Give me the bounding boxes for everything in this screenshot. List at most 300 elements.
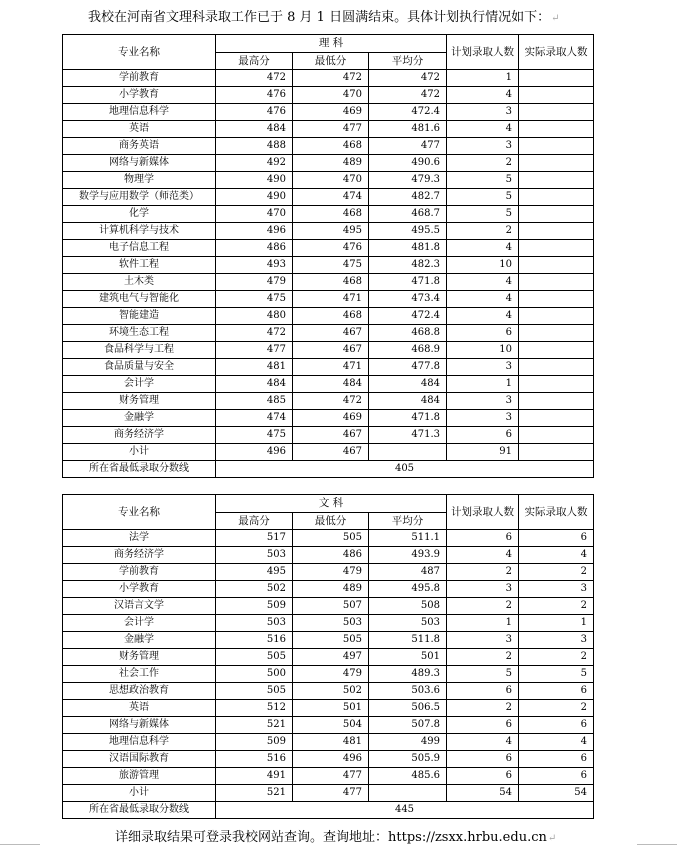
science-cell-max: 472 bbox=[216, 325, 293, 342]
arts-cell-actual: 54 bbox=[519, 785, 594, 802]
science-table-row bbox=[63, 87, 594, 104]
science-cell-actual bbox=[519, 393, 594, 410]
science-table-row bbox=[63, 223, 594, 240]
arts-cell-actual: 2 bbox=[519, 564, 594, 581]
science-cell-avg: 472.4 bbox=[369, 308, 447, 325]
science-cell-major: 小学教育 bbox=[63, 87, 216, 104]
science-cell-actual bbox=[519, 308, 594, 325]
arts-cell-min: 477 bbox=[293, 785, 369, 802]
arts-cell-min: 479 bbox=[293, 666, 369, 683]
science-cell-avg bbox=[369, 444, 447, 461]
arts-cell-avg: 489.3 bbox=[369, 666, 447, 683]
science-cell-major: 物理学 bbox=[63, 172, 216, 189]
arts-minline-label: 所在省最低录取分数线 bbox=[63, 802, 216, 819]
science-table-row bbox=[63, 104, 594, 121]
science-cell-major: 食品质量与安全 bbox=[63, 359, 216, 376]
science-cell-major: 学前教育 bbox=[63, 70, 216, 87]
science-table-row bbox=[63, 274, 594, 291]
arts-cell-max: 521 bbox=[216, 717, 293, 734]
arts-cell-major: 小学教育 bbox=[63, 581, 216, 598]
arts-cell-actual: 6 bbox=[519, 683, 594, 700]
science-cell-max: 472 bbox=[216, 70, 293, 87]
science-cell-avg: 477 bbox=[369, 138, 447, 155]
science-cell-plan: 3 bbox=[447, 138, 519, 155]
arts-table-body bbox=[63, 530, 594, 802]
arts-cell-min: 505 bbox=[293, 530, 369, 547]
science-table-row bbox=[63, 359, 594, 376]
science-table-row bbox=[63, 155, 594, 172]
science-cell-plan: 1 bbox=[447, 376, 519, 393]
science-cell-max: 475 bbox=[216, 427, 293, 444]
science-cell-max: 486 bbox=[216, 240, 293, 257]
science-cell-min: 472 bbox=[293, 393, 369, 410]
outro-text: 详细录取结果可登录我校网站查询。查询地址：https://zsxx.hrbu.edu.cn bbox=[115, 830, 547, 845]
arts-table-row bbox=[63, 768, 594, 785]
science-table-row bbox=[63, 444, 594, 461]
science-cell-major: 计算机科学与技术 bbox=[63, 223, 216, 240]
science-cell-major: 软件工程 bbox=[63, 257, 216, 274]
arts-table-row bbox=[63, 700, 594, 717]
paragraph-mark-icon: ↵ bbox=[551, 13, 560, 24]
science-cell-max: 492 bbox=[216, 155, 293, 172]
science-cell-major: 网络与新媒体 bbox=[63, 155, 216, 172]
science-cell-actual bbox=[519, 155, 594, 172]
arts-cell-actual: 3 bbox=[519, 632, 594, 649]
science-table-row bbox=[63, 410, 594, 427]
science-cell-avg: 468.8 bbox=[369, 325, 447, 342]
science-cell-major: 商务经济学 bbox=[63, 427, 216, 444]
science-cell-min: 469 bbox=[293, 104, 369, 121]
arts-cell-actual: 6 bbox=[519, 768, 594, 785]
science-cell-actual bbox=[519, 376, 594, 393]
arts-cell-plan: 2 bbox=[447, 649, 519, 666]
arts-cell-plan: 1 bbox=[447, 615, 519, 632]
science-cell-max: 484 bbox=[216, 376, 293, 393]
science-cell-plan: 3 bbox=[447, 359, 519, 376]
arts-cell-major: 思想政治教育 bbox=[63, 683, 216, 700]
arts-cell-avg: 503.6 bbox=[369, 683, 447, 700]
science-cell-max: 496 bbox=[216, 444, 293, 461]
arts-admission-table bbox=[62, 494, 594, 819]
arts-table-row bbox=[63, 666, 594, 683]
arts-cell-max: 516 bbox=[216, 632, 293, 649]
arts-cell-major: 法学 bbox=[63, 530, 216, 547]
science-cell-max: 490 bbox=[216, 189, 293, 206]
science-minline-value: 405 bbox=[216, 461, 594, 478]
science-cell-major: 食品科学与工程 bbox=[63, 342, 216, 359]
science-cell-actual bbox=[519, 189, 594, 206]
science-cell-plan: 10 bbox=[447, 257, 519, 274]
science-cell-plan: 4 bbox=[447, 121, 519, 138]
science-header-plan: 计划录取人数 bbox=[447, 35, 519, 70]
science-cell-plan: 4 bbox=[447, 274, 519, 291]
arts-table-row bbox=[63, 683, 594, 700]
arts-cell-max: 505 bbox=[216, 683, 293, 700]
science-cell-actual bbox=[519, 291, 594, 308]
science-cell-actual bbox=[519, 70, 594, 87]
arts-cell-actual: 6 bbox=[519, 751, 594, 768]
arts-cell-major: 商务经济学 bbox=[63, 547, 216, 564]
arts-cell-max: 509 bbox=[216, 598, 293, 615]
science-table-row bbox=[63, 138, 594, 155]
science-cell-avg: 471.8 bbox=[369, 274, 447, 291]
science-cell-major: 会计学 bbox=[63, 376, 216, 393]
science-cell-max: 488 bbox=[216, 138, 293, 155]
arts-cell-plan: 2 bbox=[447, 564, 519, 581]
science-header-min: 最低分 bbox=[293, 52, 369, 70]
science-cell-actual bbox=[519, 138, 594, 155]
science-cell-actual bbox=[519, 172, 594, 189]
science-cell-actual bbox=[519, 444, 594, 461]
arts-cell-min: 504 bbox=[293, 717, 369, 734]
science-cell-major: 建筑电气与智能化 bbox=[63, 291, 216, 308]
science-cell-avg: 472 bbox=[369, 70, 447, 87]
science-table-row bbox=[63, 427, 594, 444]
arts-cell-major: 英语 bbox=[63, 700, 216, 717]
arts-cell-major: 会计学 bbox=[63, 615, 216, 632]
science-minline-label: 所在省最低录取分数线 bbox=[63, 461, 216, 478]
arts-cell-max: 512 bbox=[216, 700, 293, 717]
arts-cell-plan: 6 bbox=[447, 768, 519, 785]
arts-cell-max: 516 bbox=[216, 751, 293, 768]
arts-cell-plan: 6 bbox=[447, 751, 519, 768]
science-minline-row bbox=[63, 461, 594, 478]
arts-cell-max: 521 bbox=[216, 785, 293, 802]
science-cell-min: 470 bbox=[293, 172, 369, 189]
arts-cell-plan: 6 bbox=[447, 717, 519, 734]
arts-cell-max: 502 bbox=[216, 581, 293, 598]
arts-table-row bbox=[63, 598, 594, 615]
arts-cell-avg: 493.9 bbox=[369, 547, 447, 564]
arts-cell-major: 汉语国际教育 bbox=[63, 751, 216, 768]
arts-cell-min: 486 bbox=[293, 547, 369, 564]
science-header-major: 专业名称 bbox=[63, 35, 216, 70]
science-table-row bbox=[63, 308, 594, 325]
science-cell-major: 化学 bbox=[63, 206, 216, 223]
arts-cell-actual: 5 bbox=[519, 666, 594, 683]
science-cell-plan: 5 bbox=[447, 206, 519, 223]
science-cell-avg: 468.7 bbox=[369, 206, 447, 223]
arts-cell-avg: 495.8 bbox=[369, 581, 447, 598]
science-cell-avg: 472 bbox=[369, 87, 447, 104]
science-cell-plan: 4 bbox=[447, 308, 519, 325]
science-table-row bbox=[63, 206, 594, 223]
arts-cell-min: 481 bbox=[293, 734, 369, 751]
science-cell-avg: 490.6 bbox=[369, 155, 447, 172]
science-cell-plan: 3 bbox=[447, 104, 519, 121]
page-edge-left bbox=[0, 844, 40, 845]
science-cell-avg: 482.7 bbox=[369, 189, 447, 206]
arts-cell-plan: 3 bbox=[447, 632, 519, 649]
arts-cell-avg: 503 bbox=[369, 615, 447, 632]
arts-cell-major: 小计 bbox=[63, 785, 216, 802]
arts-cell-min: 507 bbox=[293, 598, 369, 615]
arts-cell-avg: 505.9 bbox=[369, 751, 447, 768]
arts-cell-max: 500 bbox=[216, 666, 293, 683]
arts-cell-actual: 1 bbox=[519, 615, 594, 632]
science-cell-plan: 4 bbox=[447, 291, 519, 308]
arts-header-plan: 计划录取人数 bbox=[447, 495, 519, 530]
arts-cell-min: 489 bbox=[293, 581, 369, 598]
arts-cell-actual: 6 bbox=[519, 717, 594, 734]
arts-cell-plan: 2 bbox=[447, 598, 519, 615]
science-table-row bbox=[63, 291, 594, 308]
arts-cell-min: 503 bbox=[293, 615, 369, 632]
science-cell-min: 471 bbox=[293, 359, 369, 376]
science-cell-actual bbox=[519, 257, 594, 274]
science-cell-min: 468 bbox=[293, 274, 369, 291]
arts-cell-major: 财务管理 bbox=[63, 649, 216, 666]
science-cell-major: 英语 bbox=[63, 121, 216, 138]
science-header-actual: 实际录取人数 bbox=[519, 35, 594, 70]
arts-cell-avg: 487 bbox=[369, 564, 447, 581]
science-cell-min: 484 bbox=[293, 376, 369, 393]
arts-cell-plan: 54 bbox=[447, 785, 519, 802]
arts-cell-min: 477 bbox=[293, 768, 369, 785]
science-cell-min: 470 bbox=[293, 87, 369, 104]
science-cell-plan: 1 bbox=[447, 70, 519, 87]
arts-cell-major: 汉语言文学 bbox=[63, 598, 216, 615]
arts-cell-plan: 6 bbox=[447, 530, 519, 547]
science-cell-max: 480 bbox=[216, 308, 293, 325]
arts-minline-value: 445 bbox=[216, 802, 594, 819]
science-cell-max: 479 bbox=[216, 274, 293, 291]
science-cell-avg: 468.9 bbox=[369, 342, 447, 359]
science-table-row bbox=[63, 189, 594, 206]
science-cell-min: 472 bbox=[293, 70, 369, 87]
science-table-row bbox=[63, 257, 594, 274]
science-cell-plan: 2 bbox=[447, 223, 519, 240]
arts-cell-min: 505 bbox=[293, 632, 369, 649]
arts-cell-max: 517 bbox=[216, 530, 293, 547]
arts-cell-major: 金融学 bbox=[63, 632, 216, 649]
science-cell-max: 484 bbox=[216, 121, 293, 138]
arts-cell-plan: 4 bbox=[447, 734, 519, 751]
arts-cell-major: 学前教育 bbox=[63, 564, 216, 581]
science-cell-major: 小计 bbox=[63, 444, 216, 461]
science-table-row bbox=[63, 70, 594, 87]
intro-paragraph bbox=[88, 6, 559, 25]
page-edge-right bbox=[637, 844, 677, 845]
science-cell-min: 467 bbox=[293, 427, 369, 444]
arts-cell-plan: 4 bbox=[447, 547, 519, 564]
arts-table-row bbox=[63, 581, 594, 598]
science-cell-actual bbox=[519, 104, 594, 121]
arts-cell-max: 505 bbox=[216, 649, 293, 666]
arts-table-row bbox=[63, 717, 594, 734]
science-cell-max: 481 bbox=[216, 359, 293, 376]
science-header-avg: 平均分 bbox=[369, 52, 447, 70]
science-cell-actual bbox=[519, 325, 594, 342]
science-cell-min: 469 bbox=[293, 410, 369, 427]
science-cell-max: 476 bbox=[216, 104, 293, 121]
science-cell-avg: 471.8 bbox=[369, 410, 447, 427]
arts-cell-major: 社会工作 bbox=[63, 666, 216, 683]
arts-cell-max: 491 bbox=[216, 768, 293, 785]
science-admission-table bbox=[62, 34, 594, 478]
science-cell-plan: 3 bbox=[447, 393, 519, 410]
arts-cell-min: 502 bbox=[293, 683, 369, 700]
science-table-row bbox=[63, 240, 594, 257]
science-cell-plan: 5 bbox=[447, 189, 519, 206]
science-cell-max: 476 bbox=[216, 87, 293, 104]
arts-cell-actual: 2 bbox=[519, 598, 594, 615]
science-table-body bbox=[63, 70, 594, 461]
science-cell-plan: 4 bbox=[447, 87, 519, 104]
arts-cell-actual: 3 bbox=[519, 581, 594, 598]
arts-cell-max: 503 bbox=[216, 547, 293, 564]
arts-table-row bbox=[63, 751, 594, 768]
arts-table-row bbox=[63, 547, 594, 564]
science-header-group: 理 科 bbox=[216, 35, 447, 53]
science-cell-avg: 484 bbox=[369, 376, 447, 393]
science-cell-plan: 91 bbox=[447, 444, 519, 461]
science-cell-actual bbox=[519, 410, 594, 427]
arts-table-row bbox=[63, 564, 594, 581]
outro-paragraph bbox=[115, 826, 556, 845]
arts-cell-major: 网络与新媒体 bbox=[63, 717, 216, 734]
science-cell-actual bbox=[519, 206, 594, 223]
science-cell-avg: 495.5 bbox=[369, 223, 447, 240]
science-cell-min: 467 bbox=[293, 325, 369, 342]
science-cell-max: 490 bbox=[216, 172, 293, 189]
science-cell-max: 496 bbox=[216, 223, 293, 240]
arts-cell-plan: 5 bbox=[447, 666, 519, 683]
science-header-max: 最高分 bbox=[216, 52, 293, 70]
science-cell-max: 474 bbox=[216, 410, 293, 427]
science-cell-min: 468 bbox=[293, 206, 369, 223]
arts-table-row bbox=[63, 649, 594, 666]
science-cell-plan: 5 bbox=[447, 172, 519, 189]
arts-cell-plan: 6 bbox=[447, 683, 519, 700]
arts-table-row bbox=[63, 530, 594, 547]
science-cell-plan: 3 bbox=[447, 410, 519, 427]
science-cell-plan: 6 bbox=[447, 427, 519, 444]
science-cell-min: 495 bbox=[293, 223, 369, 240]
science-cell-actual bbox=[519, 223, 594, 240]
science-cell-min: 489 bbox=[293, 155, 369, 172]
science-cell-major: 智能建造 bbox=[63, 308, 216, 325]
science-cell-actual bbox=[519, 359, 594, 376]
arts-cell-major: 地理信息科学 bbox=[63, 734, 216, 751]
arts-cell-avg bbox=[369, 785, 447, 802]
science-cell-avg: 471.3 bbox=[369, 427, 447, 444]
science-cell-actual bbox=[519, 427, 594, 444]
arts-cell-avg: 485.6 bbox=[369, 768, 447, 785]
science-cell-min: 467 bbox=[293, 342, 369, 359]
science-cell-min: 468 bbox=[293, 308, 369, 325]
arts-cell-avg: 499 bbox=[369, 734, 447, 751]
science-cell-actual bbox=[519, 87, 594, 104]
science-cell-plan: 4 bbox=[447, 240, 519, 257]
arts-header-group: 文 科 bbox=[216, 495, 447, 513]
science-cell-max: 475 bbox=[216, 291, 293, 308]
science-cell-max: 493 bbox=[216, 257, 293, 274]
science-cell-avg: 472.4 bbox=[369, 104, 447, 121]
science-cell-min: 468 bbox=[293, 138, 369, 155]
arts-cell-min: 501 bbox=[293, 700, 369, 717]
science-table-row bbox=[63, 393, 594, 410]
science-cell-min: 467 bbox=[293, 444, 369, 461]
arts-cell-min: 479 bbox=[293, 564, 369, 581]
science-cell-major: 财务管理 bbox=[63, 393, 216, 410]
science-cell-actual bbox=[519, 342, 594, 359]
science-cell-avg: 479.3 bbox=[369, 172, 447, 189]
science-cell-avg: 484 bbox=[369, 393, 447, 410]
science-cell-plan: 6 bbox=[447, 325, 519, 342]
science-cell-major: 电子信息工程 bbox=[63, 240, 216, 257]
science-cell-min: 477 bbox=[293, 121, 369, 138]
arts-cell-plan: 3 bbox=[447, 581, 519, 598]
science-cell-major: 环境生态工程 bbox=[63, 325, 216, 342]
paragraph-mark-icon: ↵ bbox=[547, 833, 557, 844]
arts-cell-plan: 2 bbox=[447, 700, 519, 717]
arts-cell-actual: 4 bbox=[519, 734, 594, 751]
arts-cell-actual: 2 bbox=[519, 700, 594, 717]
science-cell-actual bbox=[519, 121, 594, 138]
science-cell-min: 471 bbox=[293, 291, 369, 308]
arts-cell-avg: 501 bbox=[369, 649, 447, 666]
science-table-row bbox=[63, 342, 594, 359]
arts-header-major: 专业名称 bbox=[63, 495, 216, 530]
arts-table-row bbox=[63, 785, 594, 802]
arts-header-max: 最高分 bbox=[216, 512, 293, 530]
arts-header-avg: 平均分 bbox=[369, 512, 447, 530]
science-cell-avg: 473.4 bbox=[369, 291, 447, 308]
science-cell-major: 数学与应用数学（师范类） bbox=[63, 189, 216, 206]
arts-table-row bbox=[63, 632, 594, 649]
science-cell-max: 477 bbox=[216, 342, 293, 359]
science-cell-major: 金融学 bbox=[63, 410, 216, 427]
arts-minline-row bbox=[63, 802, 594, 819]
arts-cell-max: 495 bbox=[216, 564, 293, 581]
arts-cell-actual: 6 bbox=[519, 530, 594, 547]
arts-cell-avg: 511.8 bbox=[369, 632, 447, 649]
arts-cell-actual: 4 bbox=[519, 547, 594, 564]
intro-text: 我校在河南省文理科录取工作已于 8 月 1 日圆满结束。具体计划执行情况如下： bbox=[88, 10, 551, 25]
arts-cell-max: 509 bbox=[216, 734, 293, 751]
science-cell-min: 474 bbox=[293, 189, 369, 206]
science-cell-major: 商务英语 bbox=[63, 138, 216, 155]
science-cell-plan: 2 bbox=[447, 155, 519, 172]
arts-table-row bbox=[63, 615, 594, 632]
arts-cell-avg: 511.1 bbox=[369, 530, 447, 547]
science-table-row bbox=[63, 172, 594, 189]
science-cell-max: 470 bbox=[216, 206, 293, 223]
science-cell-plan: 10 bbox=[447, 342, 519, 359]
science-cell-avg: 481.6 bbox=[369, 121, 447, 138]
science-cell-avg: 481.8 bbox=[369, 240, 447, 257]
arts-header-actual: 实际录取人数 bbox=[519, 495, 594, 530]
science-cell-actual bbox=[519, 274, 594, 291]
arts-cell-avg: 506.5 bbox=[369, 700, 447, 717]
science-cell-avg: 482.3 bbox=[369, 257, 447, 274]
arts-cell-avg: 507.8 bbox=[369, 717, 447, 734]
arts-cell-min: 497 bbox=[293, 649, 369, 666]
science-cell-actual bbox=[519, 240, 594, 257]
science-cell-min: 476 bbox=[293, 240, 369, 257]
arts-cell-major: 旅游管理 bbox=[63, 768, 216, 785]
science-cell-min: 475 bbox=[293, 257, 369, 274]
arts-table-row bbox=[63, 734, 594, 751]
science-cell-avg: 477.8 bbox=[369, 359, 447, 376]
science-cell-major: 土木类 bbox=[63, 274, 216, 291]
arts-cell-min: 496 bbox=[293, 751, 369, 768]
science-cell-max: 485 bbox=[216, 393, 293, 410]
arts-cell-actual: 2 bbox=[519, 649, 594, 666]
science-cell-major: 地理信息科学 bbox=[63, 104, 216, 121]
arts-cell-max: 503 bbox=[216, 615, 293, 632]
